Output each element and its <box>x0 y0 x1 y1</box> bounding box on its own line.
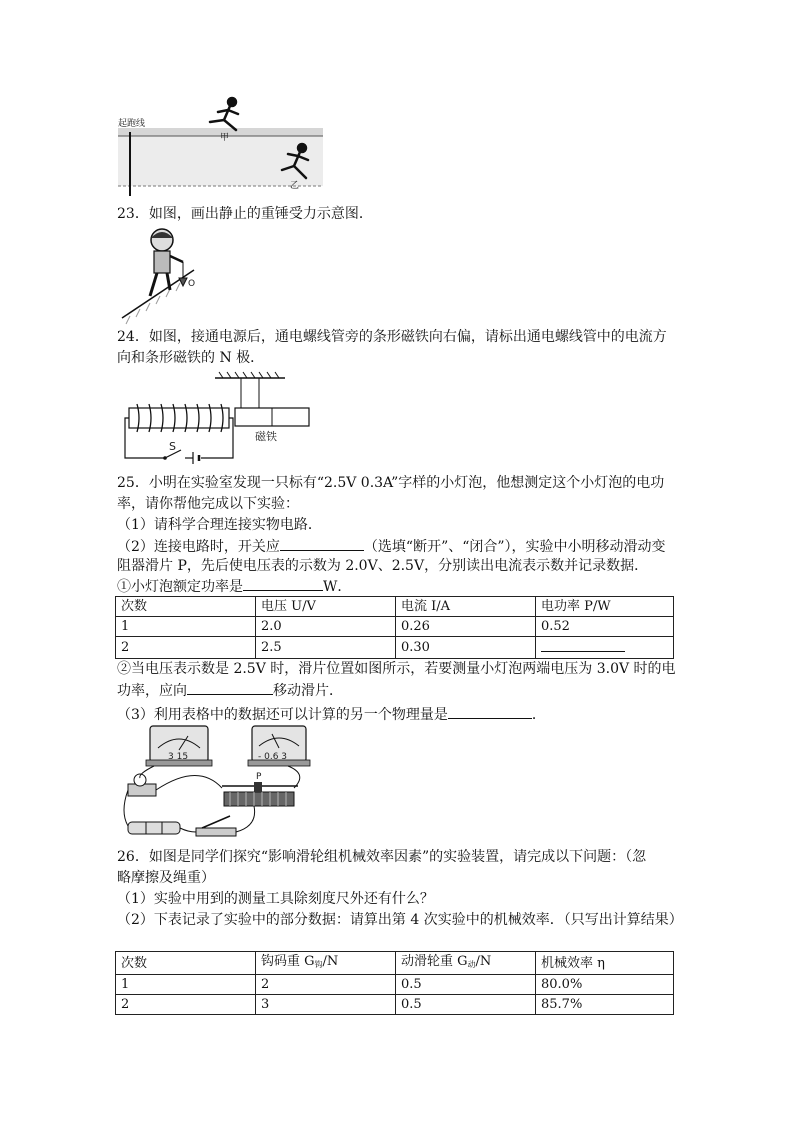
q26-part2: （2）下表记录了实验中的部分数据：请算出第 4 次实验中的机械效率．（只写出计算结果） <box>117 912 683 928</box>
switch-label: S <box>169 440 176 453</box>
boy-pendulum-figure <box>120 226 200 326</box>
table-header-row <box>116 597 674 617</box>
table-cell: 2 <box>256 975 396 995</box>
table-header: 次数 <box>116 952 256 975</box>
table-cell: 2 <box>116 637 256 659</box>
q25-part3-text-a: （3）利用表格中的数据还可以计算的另一个物理量是 <box>117 707 448 723</box>
table-cell: 1 <box>116 975 256 995</box>
q25-part2 <box>117 536 666 557</box>
switch-state-blank[interactable] <box>280 536 364 551</box>
runner-jia <box>210 98 238 130</box>
ammeter-label: - 0.6 3 <box>258 752 288 762</box>
table-cell: 2.5 <box>256 637 396 659</box>
table-row <box>116 617 674 637</box>
table-header: 电功率 P/W <box>536 597 674 617</box>
table-row <box>116 637 674 659</box>
table-row <box>116 975 674 995</box>
knife-switch <box>196 816 236 836</box>
q25-part2-text-a: （2）连接电路时，开关应 <box>117 539 280 555</box>
runners-figure <box>118 92 328 198</box>
q26-line1: 26．如图是同学们探究“影响滑轮组机械效率因素”的实验装置，请完成以下问题：（忽 <box>117 849 647 865</box>
table-header: 钩码重 $G_钩/N$ <box>256 952 396 975</box>
magnet-label: 磁铁 <box>255 430 277 443</box>
other-quantity-blank[interactable] <box>448 704 532 719</box>
table-header: 电流 I/A <box>396 597 536 617</box>
runner-jia-label: 甲 <box>220 133 230 143</box>
q25-part1: （1）请科学合理连接实物电路． <box>117 517 322 533</box>
power-data-table <box>115 596 674 659</box>
table-cell: 3 <box>256 995 396 1015</box>
table-cell: 0.5 <box>396 995 536 1015</box>
table-cell: 2.0 <box>256 617 396 637</box>
table-cell: 80.0% <box>536 975 674 995</box>
q25-line2: 率，请你帮他完成以下实验： <box>117 496 299 512</box>
table-cell: 0.26 <box>396 617 536 637</box>
q25-sub1 <box>117 576 351 597</box>
slider-direction-blank[interactable] <box>187 680 273 695</box>
table-cell: 1 <box>116 617 256 637</box>
table-cell: 0.30 <box>396 637 536 659</box>
table-header-row <box>116 952 674 975</box>
efficiency-data-table <box>115 951 674 1015</box>
q25-sub2-line2 <box>117 680 343 701</box>
q25-sub1-text-b: W． <box>323 579 352 595</box>
battery <box>128 822 180 834</box>
slider-p-label: P <box>256 772 262 782</box>
q24-line1: 24．如图，接通电源后，通电螺线管旁的条形磁铁向右偏，请标出通电螺线管中的电流方 <box>117 329 667 345</box>
q25-part2-text-b: （选填“断开”、“闭合”），实验中小明移动滑动变 <box>363 539 666 555</box>
q26-part1: （1）实验中用到的测量工具除刻度尺外还有什么？ <box>117 891 434 907</box>
table-header: 次数 <box>116 597 256 617</box>
q25-sub2-line1: ②当电压表示数是 2.5V 时，滑片位置如图所示，若要测量小灯泡两端电压为 3.0V 时的电 <box>117 661 676 677</box>
table-header: 电压 U/V <box>256 597 396 617</box>
power-answer-cell[interactable] <box>536 637 674 659</box>
table-cell: 0.5 <box>396 975 536 995</box>
q25-line1: 25．小明在实验室发现一只标有“2.5V 0.3A”字样的小灯泡，他想测定这个小灯泡的电功 <box>117 475 665 491</box>
voltmeter-label: 3 15 <box>168 752 189 762</box>
start-line-label: 起跑线 <box>118 119 146 129</box>
rheostat <box>222 772 298 806</box>
q26-line2: 略摩擦及绳重） <box>117 870 215 886</box>
table-row <box>116 995 674 1015</box>
q25-sub2-text-a: 功率，应向 <box>117 683 187 699</box>
table-cell: 2 <box>116 995 256 1015</box>
q25-sub2-text-b: 移动滑片． <box>273 683 343 699</box>
ammeter <box>248 726 310 766</box>
point-o-label: O <box>188 279 196 289</box>
rated-power-blank[interactable] <box>243 576 323 591</box>
solenoid-figure <box>123 372 323 472</box>
table-cell: 0.52 <box>536 617 674 637</box>
circuit-apparatus-figure <box>118 722 318 844</box>
q25-part2-line2: 阻器滑片 P，先后使电压表的示数为 2.0V、2.5V，分别读出电流表示数并记录数据． <box>117 558 649 574</box>
q24-line2: 向和条形磁铁的 N 极． <box>117 350 265 366</box>
runner-yi-label: 乙 <box>290 181 300 191</box>
q23-text: 23．如图，画出静止的重锤受力示意图． <box>117 206 373 222</box>
table-header: 机械效率 η <box>536 952 674 975</box>
table-cell: 85.7% <box>536 995 674 1015</box>
bulb <box>128 774 156 796</box>
q25-sub1-text-a: ①小灯泡额定功率是 <box>117 579 243 595</box>
voltmeter <box>146 726 212 766</box>
table-header: 动滑轮重 $G_动/N$ <box>396 952 536 975</box>
q25-part3-text-b: ． <box>531 707 546 723</box>
